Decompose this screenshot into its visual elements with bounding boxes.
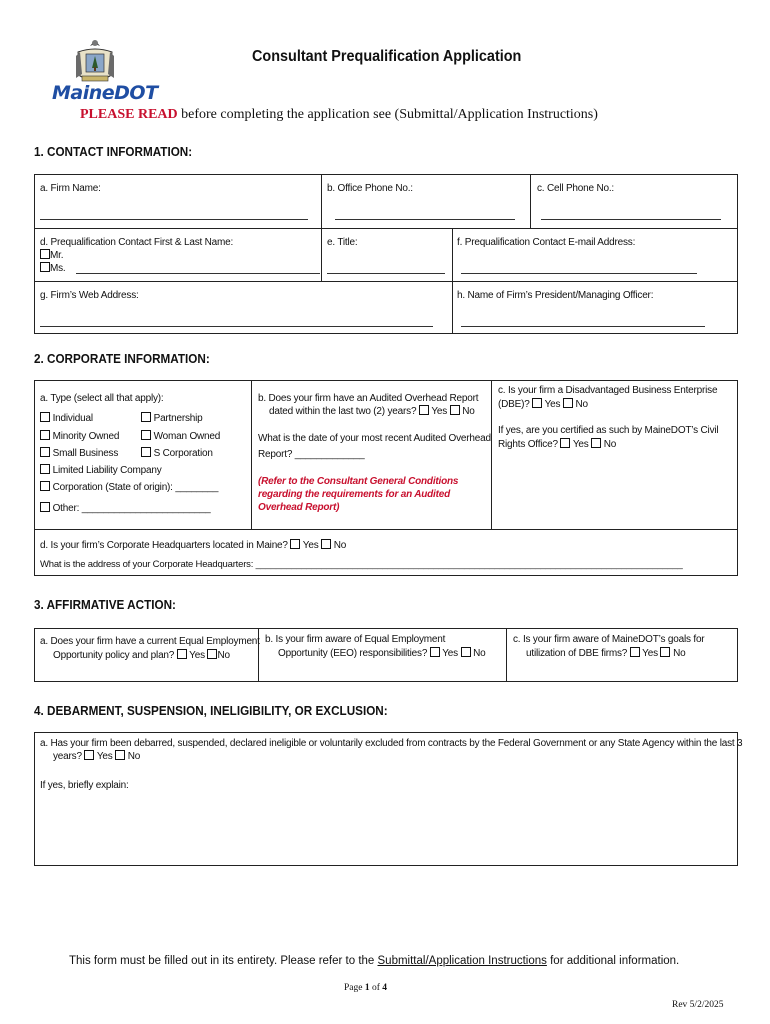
ms-checkbox[interactable] [40,262,50,272]
mr-checkbox[interactable] [40,249,50,259]
llc-label: Limited Liability Company [52,465,162,476]
dbe-no-label: No [575,399,588,410]
cell-phone-label: c. Cell Phone No.: [537,183,614,194]
type-small-business[interactable] [40,447,118,459]
corporation-checkbox[interactable] [40,481,50,491]
hq-no-checkbox[interactable] [321,539,331,549]
section4-heading: 4. DEBARMENT, SUSPENSION, INELIGIBILITY, OR EXCLUSION: [34,703,388,718]
maine-seal-logo [70,38,120,86]
footer-note [69,955,679,967]
page-title: Consultant Prequalification Application [252,48,522,65]
ms-label: Ms. [50,263,66,274]
dbe-question-line1: c. Is your firm a Disadvantaged Business Enterprise [498,385,718,396]
audit-date-line1: What is the date of your most recent Audited Overhead [258,433,491,444]
hq-yes-label: Yes [302,540,319,551]
eeo-policy-line2 [53,649,230,661]
firm-name-field[interactable] [40,219,308,220]
s-corp-checkbox[interactable] [141,447,151,457]
type-woman[interactable] [141,430,220,442]
title-field[interactable] [327,273,445,274]
hq-address[interactable]: What is the address of your Corporate Headquarters: ____________________________________________________________________________________ [40,559,683,570]
debarment-yes-checkbox[interactable] [84,750,94,760]
debarment-question-line2 [53,750,140,762]
other-label: Other: ________________________ [52,503,211,514]
partnership-checkbox[interactable] [141,412,151,422]
dbe-goals-no-label: No [673,648,686,659]
eeo-aware-no-label: No [473,648,486,659]
eeo-policy-no-label: No [217,650,230,661]
dbe-goals-no-checkbox[interactable] [660,647,670,657]
dbe-question-text: (DBE)? [498,399,530,410]
section2-heading: 2. CORPORATE INFORMATION: [34,351,210,366]
audit-question-line2 [269,405,475,417]
audit-no-label: No [462,406,475,417]
mr-label: Mr. [50,250,64,261]
mr-option[interactable] [40,249,63,261]
dbe-cert-line2 [498,438,616,450]
type-partnership[interactable] [141,412,203,424]
dbe-cert-yes-label: Yes [572,439,589,450]
debarment-question-text: years? [53,751,82,762]
type-minority[interactable] [40,430,119,442]
type-individual[interactable] [40,412,93,424]
ms-option[interactable] [40,262,66,274]
refer-note-line2: regarding the requirements for an Audited [258,489,451,500]
president-field[interactable] [461,326,705,327]
debarment-no-label: No [127,751,141,762]
audit-question-text: dated within the last two (2) years? [269,406,417,417]
web-address-field[interactable] [40,326,433,327]
dbe-question-line2 [498,398,588,410]
audit-yes-label: Yes [431,406,448,417]
contact-name-label: d. Prequalification Contact First & Last Name: [40,237,234,248]
revision-date: Rev 5/2/2025 [672,1000,724,1010]
office-phone-field[interactable] [335,219,515,220]
page-total: 4 [382,983,388,993]
explain-field[interactable] [40,795,730,861]
eeo-policy-yes-checkbox[interactable] [177,649,187,659]
email-label: f. Prequalification Contact E-mail Address: [457,237,636,248]
office-phone-label: b. Office Phone No.: [327,183,413,194]
individual-label: Individual [52,413,93,424]
dbe-cert-no-checkbox[interactable] [591,438,601,448]
partnership-label: Partnership [153,413,203,424]
footer-note-post: for additional information. [546,955,680,967]
page-of: of [369,983,383,993]
dbe-cert-text: Rights Office? [498,439,558,450]
eeo-aware-line1: b. Is your firm aware of Equal Employment [265,634,446,645]
email-field[interactable] [461,273,697,274]
woman-checkbox[interactable] [141,430,151,440]
type-corporation[interactable] [40,481,218,493]
type-other[interactable] [40,502,210,514]
dbe-cert-yes-checkbox[interactable] [560,438,570,448]
page-current: 1 [364,983,370,993]
section1-heading: 1. CONTACT INFORMATION: [34,144,193,159]
eeo-aware-yes-label: Yes [442,648,458,659]
please-read-label: PLEASE READ [80,107,178,122]
contact-name-field[interactable] [76,273,320,274]
other-checkbox[interactable] [40,502,50,512]
dbe-goals-line2 [526,647,685,659]
refer-note-line3: Overhead Report) [258,502,340,513]
llc-checkbox[interactable] [40,464,50,474]
title-label: e. Title: [327,237,358,248]
hq-question-text: d. Is your firm’s Corporate Headquarters located in Maine? [40,540,288,551]
eeo-policy-line1: a. Does your firm have a current Equal Employment [40,636,260,647]
minority-checkbox[interactable] [40,430,50,440]
hq-no-label: No [333,540,347,551]
audit-date-line2[interactable]: Report? _____________ [258,449,365,460]
contact-info-table [34,174,738,334]
dbe-goals-yes-label: Yes [642,648,658,659]
individual-checkbox[interactable] [40,412,50,422]
audit-question-line1: b. Does your firm have an Audited Overhead Report [258,393,479,404]
eeo-aware-text: Opportunity (EEO) responsibilities? [278,648,428,659]
dbe-no-checkbox[interactable] [563,398,573,408]
firm-name-label: a. Firm Name: [40,183,101,194]
dbe-cert-line1: If yes, are you certified as such by MaineDOT’s Civil [498,425,719,436]
small-business-label: Small Business [52,448,119,459]
dbe-goals-yes-checkbox[interactable] [630,647,640,657]
instructions-link[interactable]: Submittal/Application Instructions [377,955,547,967]
section3-heading: 3. AFFIRMATIVE ACTION: [34,597,176,612]
web-address-label: g. Firm’s Web Address: [40,290,139,301]
president-label: h. Name of Firm’s President/Managing Officer: [457,290,654,301]
dbe-goals-line1: c. Is your firm aware of MaineDOT’s goals for [513,634,705,645]
audit-no-checkbox[interactable] [450,405,460,415]
dbe-yes-checkbox[interactable] [532,398,542,408]
eeo-aware-line2 [278,647,485,659]
eeo-aware-yes-checkbox[interactable] [430,647,440,657]
please-read-notice [80,107,598,123]
eeo-aware-no-checkbox[interactable] [461,647,471,657]
minority-label: Minority Owned [52,431,120,442]
maine-dot-logo: MaineDOT [52,82,158,104]
dbe-yes-label: Yes [544,399,561,410]
dbe-cert-no-label: No [603,439,617,450]
eeo-policy-text: Opportunity policy and plan? [53,650,175,661]
corporation-label: Corporation (State of origin): ________ [52,482,219,493]
type-llc[interactable] [40,464,162,476]
page-number [344,983,387,993]
small-business-checkbox[interactable] [40,447,50,457]
hq-yes-checkbox[interactable] [290,539,300,549]
s-corp-label: S Corporation [153,448,213,459]
cell-phone-field[interactable] [541,219,721,220]
firm-type-label: a. Type (select all that apply): [40,393,164,404]
eeo-policy-no-checkbox[interactable] [207,649,217,659]
debarment-no-checkbox[interactable] [115,750,125,760]
debarment-yes-label: Yes [96,751,113,762]
dbe-goals-text: utilization of DBE firms? [526,648,628,659]
explain-label: If yes, briefly explain: [40,780,129,791]
please-read-text: before completing the application see (Submittal/Application Instructions) [181,107,598,122]
type-s-corp[interactable] [141,447,213,459]
eeo-policy-yes-label: Yes [189,650,205,661]
debarment-question-line1: a. Has your firm been debarred, suspended, declared ineligible or voluntarily excluded from contracts by the Federal Government or any State Agency within the last 3 [40,738,743,749]
refer-note-line1: (Refer to the Consultant General Conditions [258,476,459,487]
woman-label: Woman Owned [153,431,221,442]
footer-note-pre: This form must be filled out in its entirety. Please refer to the [69,955,378,967]
audit-yes-checkbox[interactable] [419,405,429,415]
hq-question [40,539,346,551]
page-prefix: Page [344,983,365,993]
